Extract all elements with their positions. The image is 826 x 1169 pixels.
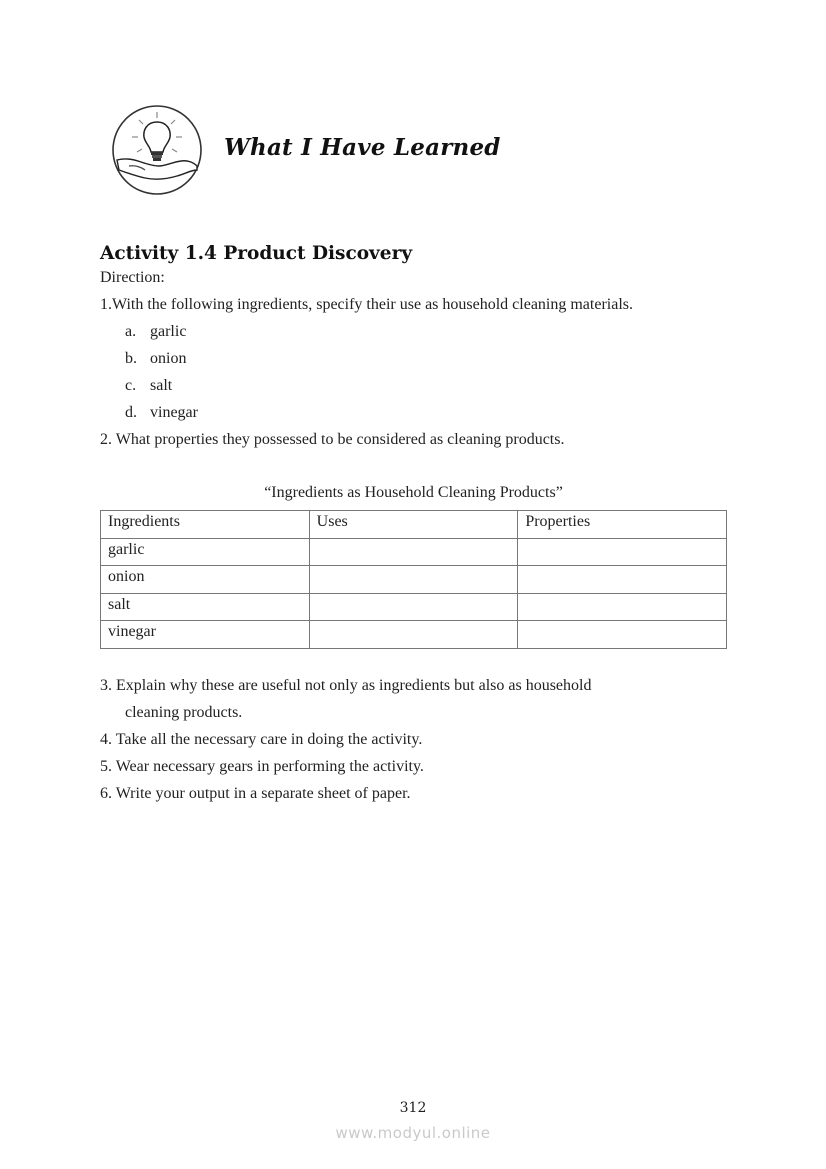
instruction-5: 5. Wear necessary gears in performing the activity. bbox=[100, 758, 424, 775]
uses-cell bbox=[309, 566, 518, 594]
direction-label: Direction: bbox=[100, 269, 165, 286]
instruction-6: 6. Write your output in a separate sheet of paper. bbox=[100, 785, 411, 802]
properties-cell bbox=[518, 621, 727, 649]
instruction-1: 1.With the following ingredients, specify their use as household cleaning materials. bbox=[100, 296, 633, 313]
instruction-2: 2. What properties they possessed to be considered as cleaning products. bbox=[100, 431, 565, 448]
table-row bbox=[101, 538, 727, 566]
ingredient-cell: salt bbox=[101, 593, 310, 621]
table-row bbox=[101, 621, 727, 649]
list-item-marker: d. bbox=[125, 404, 137, 421]
lightbulb-in-hand-icon bbox=[111, 104, 203, 196]
uses-cell bbox=[309, 538, 518, 566]
ingredient-cell: onion bbox=[101, 566, 310, 594]
ingredient-cell: vinegar bbox=[101, 621, 310, 649]
column-header-properties: Properties bbox=[518, 511, 727, 539]
list-item: onion bbox=[150, 350, 187, 367]
column-header-ingredients: Ingredients bbox=[101, 511, 310, 539]
list-item-marker: a. bbox=[125, 323, 137, 340]
section-title: What I Have Learned bbox=[224, 134, 501, 161]
list-item: vinegar bbox=[150, 404, 198, 421]
ingredient-cell: garlic bbox=[101, 538, 310, 566]
list-item: garlic bbox=[150, 323, 187, 340]
uses-cell bbox=[309, 621, 518, 649]
instruction-3-line-1: 3. Explain why these are useful not only as ingredients but also as household bbox=[100, 677, 592, 694]
list-item-marker: c. bbox=[125, 377, 137, 394]
watermark: www.modyul.online bbox=[335, 1124, 491, 1142]
list-item: salt bbox=[150, 377, 173, 394]
table-caption: “Ingredients as Household Cleaning Products” bbox=[264, 484, 563, 501]
table-row bbox=[101, 566, 727, 594]
page-number: 312 bbox=[399, 1100, 427, 1116]
activity-title: Activity 1.4 Product Discovery bbox=[100, 243, 413, 264]
list-item-marker: b. bbox=[125, 350, 137, 367]
instruction-4: 4. Take all the necessary care in doing the activity. bbox=[100, 731, 423, 748]
table-header-row bbox=[101, 511, 727, 539]
properties-cell bbox=[518, 538, 727, 566]
ingredients-table bbox=[100, 510, 727, 649]
uses-cell bbox=[309, 593, 518, 621]
table-row bbox=[101, 593, 727, 621]
properties-cell bbox=[518, 593, 727, 621]
instruction-3-line-2: cleaning products. bbox=[125, 704, 243, 721]
column-header-uses: Uses bbox=[309, 511, 518, 539]
properties-cell bbox=[518, 566, 727, 594]
